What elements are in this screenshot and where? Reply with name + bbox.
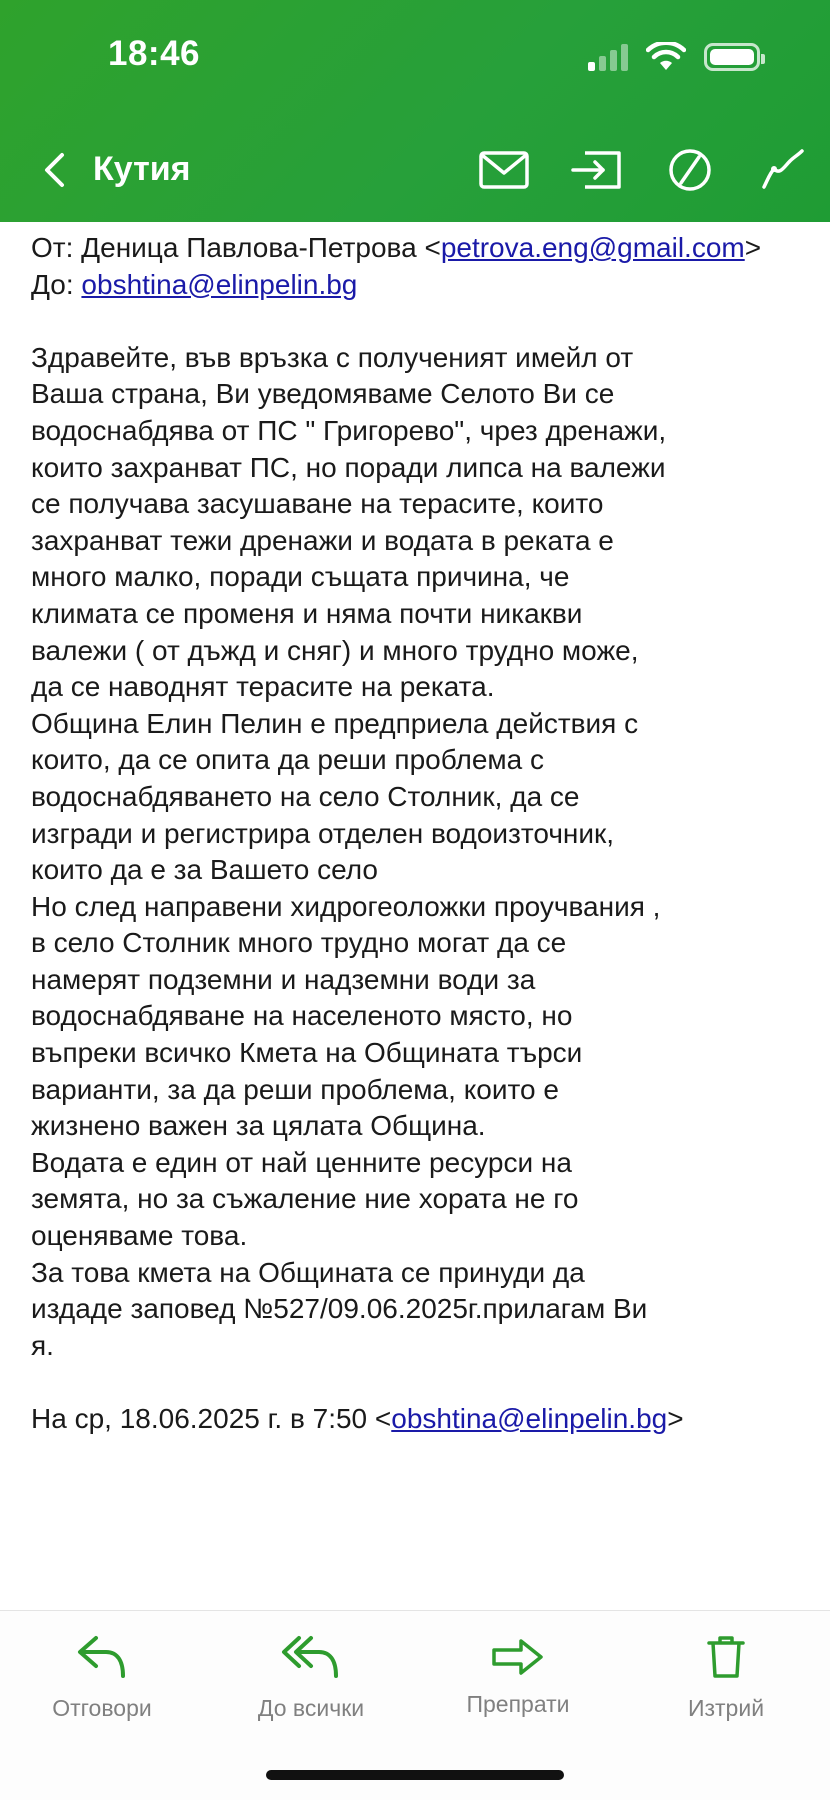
- delete-label: Изтрий: [687, 1695, 765, 1721]
- from-name: Деница Павлова-Петрова <: [81, 232, 441, 263]
- quote-prefix: На ср, 18.06.2025 г. в 7:50 <: [31, 1403, 392, 1434]
- battery-icon: [704, 43, 760, 71]
- quote-header: [31, 1401, 800, 1438]
- spacer: [31, 303, 800, 340]
- message-text: Здравейте, във връзка с полученият имейл от Ваша страна, Ви уведомяваме Селото Ви се водоснабдява от ПС " Григорево", чрез дренажи, които захранват ПС, но поради липса на валежи се получава засушаване на терасите, които захранват тежи дренажи и водата в реката е много малко, поради същата причина, че климата се променя и няма почти никакви валежи ( от дъжд и сняг) и много трудно може, да се наводнят терасите на реката. Община Елин Пелин е предприела действия с които, да се опита да реши проблема с водоснабдяването на село Столник, да се изгради и регистрира отделен водоизточник, които да е за Вашето село Но след направени хидрогеоложки проучвания , в село Столник много трудно могат да се намерят подземни и надземни води за водоснабдяване на населеното място, но въпреки всичко Кмета на Общината търси варианти, за да реши проблема, които е жизнено важен за цялата Община. Водата е един от най ценните ресурси на земята, но за съжаление ние хората не го оценяваме това. За това кмета на Общината се принуди да издаде заповед №527/09.06.2025г.прилагам Ви я.: [31, 341, 667, 1361]
- quote-email-link[interactable]: obshtina@elinpelin.bg: [391, 1403, 668, 1434]
- nav-title: Кутия: [93, 150, 191, 188]
- move-button[interactable]: [569, 144, 625, 196]
- flag-button[interactable]: [755, 144, 811, 196]
- app-header: [0, 0, 830, 222]
- reply-all-button[interactable]: [221, 1629, 401, 1722]
- from-line: [31, 230, 800, 267]
- trash-icon: [706, 1634, 746, 1680]
- reply-icon: [76, 1634, 128, 1680]
- wifi-icon: [646, 42, 686, 72]
- to-label: До:: [31, 268, 74, 300]
- forward-button[interactable]: [428, 1629, 608, 1718]
- spam-button[interactable]: [662, 144, 718, 196]
- from-close: >: [744, 232, 762, 263]
- block-icon: [668, 148, 712, 192]
- quote-suffix: >: [667, 1403, 684, 1434]
- status-time: 18:46: [108, 34, 201, 73]
- reply-label: Отговори: [52, 1695, 152, 1721]
- forward-arrow-icon: [491, 1637, 545, 1677]
- envelope-icon: [479, 151, 529, 189]
- cellular-signal-icon: [588, 43, 628, 71]
- delete-button[interactable]: [636, 1629, 816, 1722]
- back-button[interactable]: [34, 148, 74, 192]
- to-line: [31, 267, 800, 304]
- status-icons: [588, 40, 760, 74]
- move-to-folder-icon: [571, 151, 623, 189]
- forward-label: Препрати: [466, 1691, 570, 1717]
- reply-all-icon: [281, 1634, 341, 1680]
- navigation-bar: [0, 140, 830, 200]
- from-label: От:: [31, 232, 74, 263]
- home-indicator: [266, 1770, 564, 1780]
- reply-all-label: До всички: [257, 1695, 365, 1721]
- from-email-link[interactable]: petrova.eng@gmail.com: [440, 232, 745, 263]
- email-body: [0, 222, 830, 1610]
- chevron-left-icon: [42, 152, 66, 188]
- to-email-link[interactable]: obshtina@elinpelin.bg: [81, 268, 358, 300]
- mark-unread-button[interactable]: [476, 144, 532, 196]
- reply-button[interactable]: [12, 1629, 192, 1722]
- flag-icon: [760, 147, 806, 193]
